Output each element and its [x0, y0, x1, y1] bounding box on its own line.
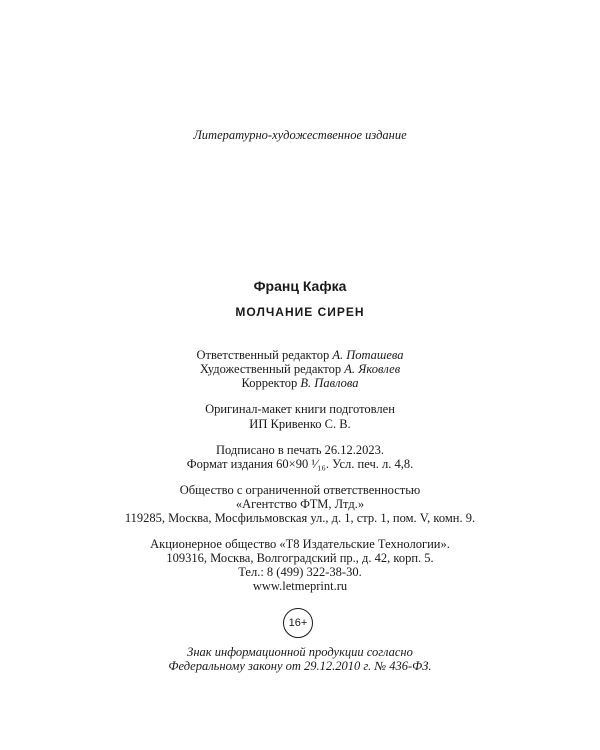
layout-credit-line-2: ИП Кривенко С. В.	[249, 417, 351, 431]
printer-address: 109316, Москва, Волгоградский пр., д. 42, корп. 5.	[166, 551, 434, 565]
author-name: Франц Кафка	[253, 278, 347, 294]
edition-type: Литературно-художественное издание	[193, 128, 407, 142]
editor-role: Ответственный редактор	[196, 348, 333, 362]
printer-website: www.letmeprint.ru	[252, 579, 348, 593]
proofreader-role: Корректор	[241, 376, 301, 390]
proofreader-line	[0, 376, 600, 391]
age-rating-badge: 16+	[283, 608, 313, 638]
book-title: МОЛЧАНИЕ СИРЕН	[235, 305, 365, 319]
layout-credit-line-1: Оригинал-макет книги подготовлен	[205, 402, 395, 416]
printer-phone: Тел.: 8 (499) 322-38-30.	[238, 565, 362, 579]
age-notice-line-1: Знак информационной продукции согласно	[187, 645, 413, 659]
age-notice-line-2: Федеральному закону от 29.12.2010 г. № 436-ФЗ.	[168, 659, 432, 673]
publisher-address: 119285, Москва, Мосфильмовская ул., д. 1, стр. 1, пом. V, комн. 9.	[124, 511, 476, 525]
editor-name: А. Поташева	[332, 348, 404, 362]
publisher-line-1: Общество с ограниченной ответственностью	[179, 483, 421, 497]
print-date: Подписано в печать 26.12.2023.	[215, 443, 385, 457]
editor-line	[0, 348, 600, 363]
art-editor-line	[0, 362, 600, 377]
art-editor-name: А. Яковлев	[344, 362, 401, 376]
print-format: Формат издания 60×90 ¹⁄₁₆. Усл. печ. л. 4,8.	[186, 457, 414, 471]
art-editor-role: Художественный редактор	[199, 362, 345, 376]
printer-line-1: Акционерное общество «Т8 Издательские Технологии».	[150, 537, 450, 551]
publisher-line-2: «Агентство ФТМ, Лтд.»	[235, 497, 365, 511]
proofreader-name: В. Павлова	[300, 376, 359, 390]
